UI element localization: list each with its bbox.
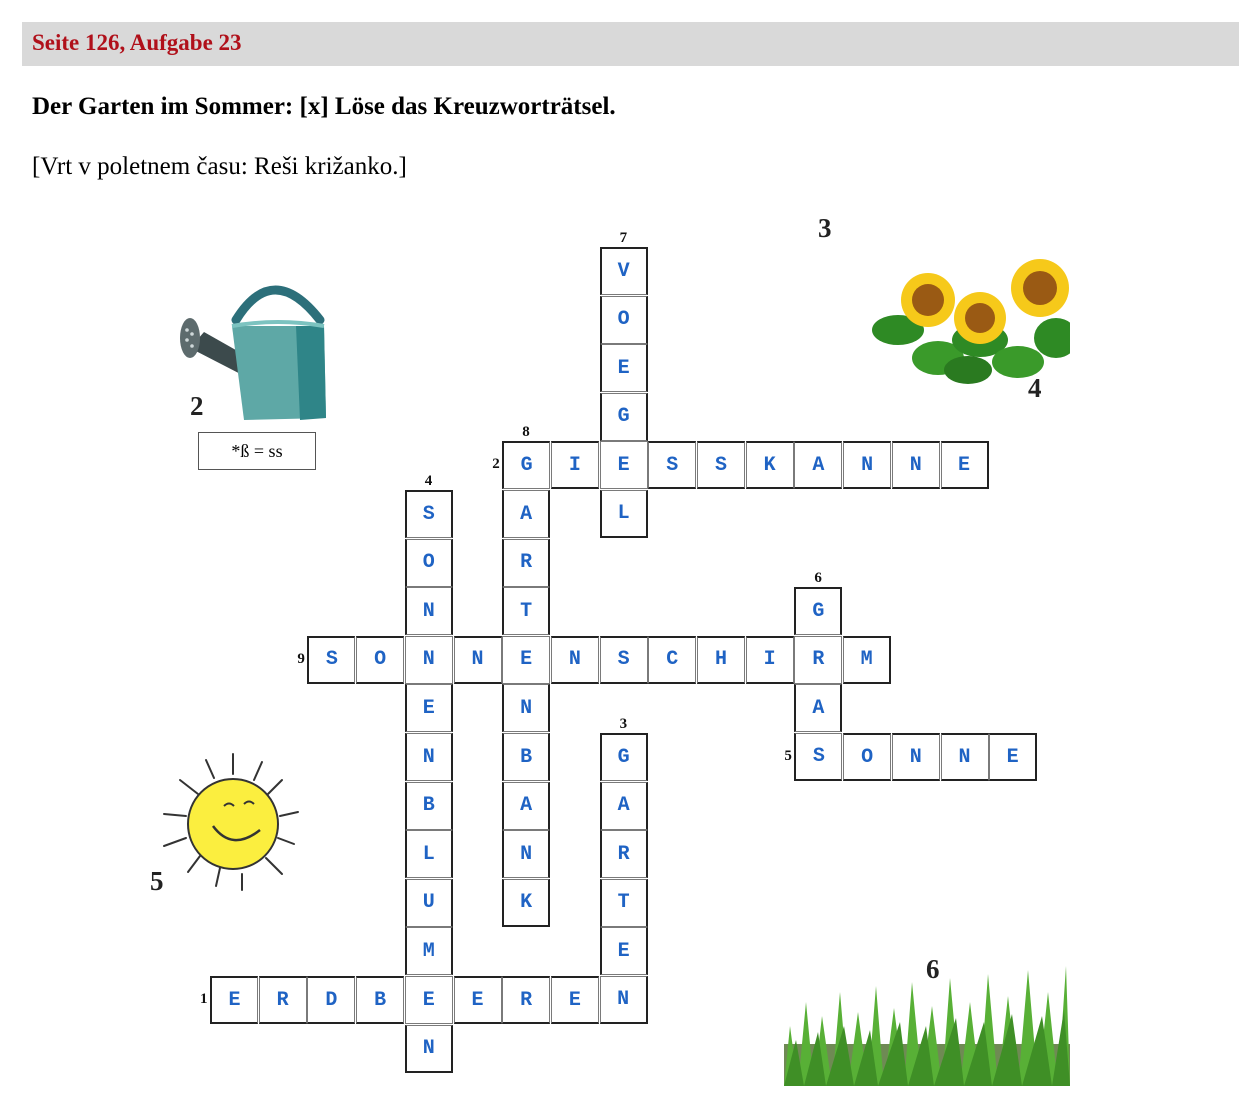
crossword-cell[interactable]: G [600, 733, 648, 781]
crossword-cell[interactable]: U [405, 879, 453, 927]
crossword-cell[interactable]: B [502, 733, 550, 781]
crossword-cell[interactable]: K [746, 441, 794, 489]
crossword-cell[interactable]: E [600, 344, 648, 392]
crossword-cell[interactable]: E [405, 976, 453, 1024]
clue-number-8: 8 [522, 424, 530, 441]
crossword-cell[interactable]: I [551, 441, 599, 489]
crossword-cell[interactable]: L [405, 830, 453, 878]
crossword-cell[interactable]: N [892, 441, 940, 489]
picture-number-3: 3 [818, 213, 832, 243]
clue-number-1: 1 [200, 991, 208, 1007]
crossword-cell[interactable]: B [405, 782, 453, 830]
crossword-cell[interactable]: O [356, 636, 404, 684]
crossword-cell[interactable]: L [600, 490, 648, 538]
crossword-cell[interactable]: E [600, 927, 648, 975]
clue-number-3: 3 [619, 716, 628, 732]
crossword-cell[interactable]: T [502, 587, 550, 635]
crossword-cell[interactable]: N [502, 830, 550, 878]
sunflowers-icon [868, 258, 1070, 388]
crossword-cell[interactable]: S [307, 636, 355, 684]
clue-number-2: 2 [492, 456, 500, 473]
page-title: Seite 126, Aufgabe 23 [32, 30, 242, 55]
crossword-cell[interactable]: A [502, 782, 550, 830]
crossword-cell[interactable]: N [600, 976, 648, 1024]
crossword-cell[interactable]: N [941, 733, 989, 781]
clue-number-6: 6 [814, 570, 822, 587]
crossword-cell[interactable]: R [502, 976, 550, 1024]
crossword-cell[interactable]: R [502, 539, 550, 587]
crossword-cell[interactable]: R [259, 976, 307, 1024]
crossword-cell[interactable]: E [941, 441, 989, 489]
crossword-cell[interactable]: A [794, 684, 842, 732]
clue-number-4: 4 [424, 473, 433, 489]
crossword-cell[interactable]: R [600, 830, 648, 878]
crossword-cell[interactable]: A [794, 441, 842, 489]
crossword-cell[interactable]: H [697, 636, 745, 684]
crossword-cell[interactable]: E [405, 684, 453, 732]
crossword-cell[interactable]: O [843, 733, 891, 781]
crossword-cell[interactable]: T [600, 879, 648, 927]
clue-number-9: 9 [297, 650, 305, 667]
crossword-cell[interactable]: N [405, 1025, 453, 1073]
crossword-cell[interactable]: E [502, 636, 550, 684]
crossword-cell[interactable]: N [454, 636, 502, 684]
crossword-cell[interactable]: S [794, 733, 842, 781]
picture-number-4: 4 [1028, 373, 1042, 403]
crossword-cell[interactable]: S [600, 636, 648, 684]
clue-number-7: 7 [619, 230, 628, 246]
crossword-cell[interactable]: N [405, 587, 453, 635]
crossword-cell[interactable]: N [843, 441, 891, 489]
crossword-cell[interactable]: R [794, 636, 842, 684]
crossword-cell[interactable]: O [600, 296, 648, 344]
crossword-cell[interactable]: E [989, 733, 1037, 781]
crossword-cell[interactable]: N [405, 636, 453, 684]
crossword-cell[interactable]: N [551, 636, 599, 684]
crossword-cell[interactable]: E [551, 976, 599, 1024]
picture-number-6: 6 [926, 954, 940, 984]
crossword-cell[interactable]: E [454, 976, 502, 1024]
crossword-cell[interactable]: G [794, 587, 842, 635]
crossword-cell[interactable]: N [892, 733, 940, 781]
crossword-cell[interactable]: M [843, 636, 891, 684]
crossword-cell[interactable]: I [746, 636, 794, 684]
crossword-cell[interactable]: E [600, 441, 648, 489]
crossword-cell[interactable]: N [405, 733, 453, 781]
crossword-cell[interactable]: A [600, 782, 648, 830]
crossword-cell[interactable]: B [356, 976, 404, 1024]
clue-number-5: 5 [784, 748, 792, 764]
sun-icon [158, 752, 328, 900]
crossword-cell[interactable]: E [210, 976, 258, 1024]
crossword-cell[interactable]: N [502, 684, 550, 732]
crossword-cell[interactable]: C [648, 636, 696, 684]
crossword-cell[interactable]: S [405, 490, 453, 538]
picture-number-5: 5 [150, 866, 164, 896]
hint-box: *ß = ss [198, 432, 316, 470]
crossword-cell[interactable]: S [648, 441, 696, 489]
picture-number-2: 2 [190, 391, 204, 421]
crossword-cell[interactable]: A [502, 490, 550, 538]
task-instruction-slovenian: [Vrt v poletnem času: Reši križanko.] [32, 153, 407, 180]
crossword-cell[interactable]: O [405, 539, 453, 587]
crossword-cell[interactable]: M [405, 927, 453, 975]
task-instruction-german: Der Garten im Sommer: [x] Löse das Kreuzworträtsel. [32, 93, 616, 120]
crossword-cell[interactable]: G [600, 393, 648, 441]
crossword-cell[interactable]: V [600, 247, 648, 295]
crossword-cell[interactable]: D [307, 976, 355, 1024]
crossword-cell[interactable]: G [502, 441, 550, 489]
crossword-cell[interactable]: K [502, 879, 550, 927]
crossword-cell[interactable]: S [697, 441, 745, 489]
